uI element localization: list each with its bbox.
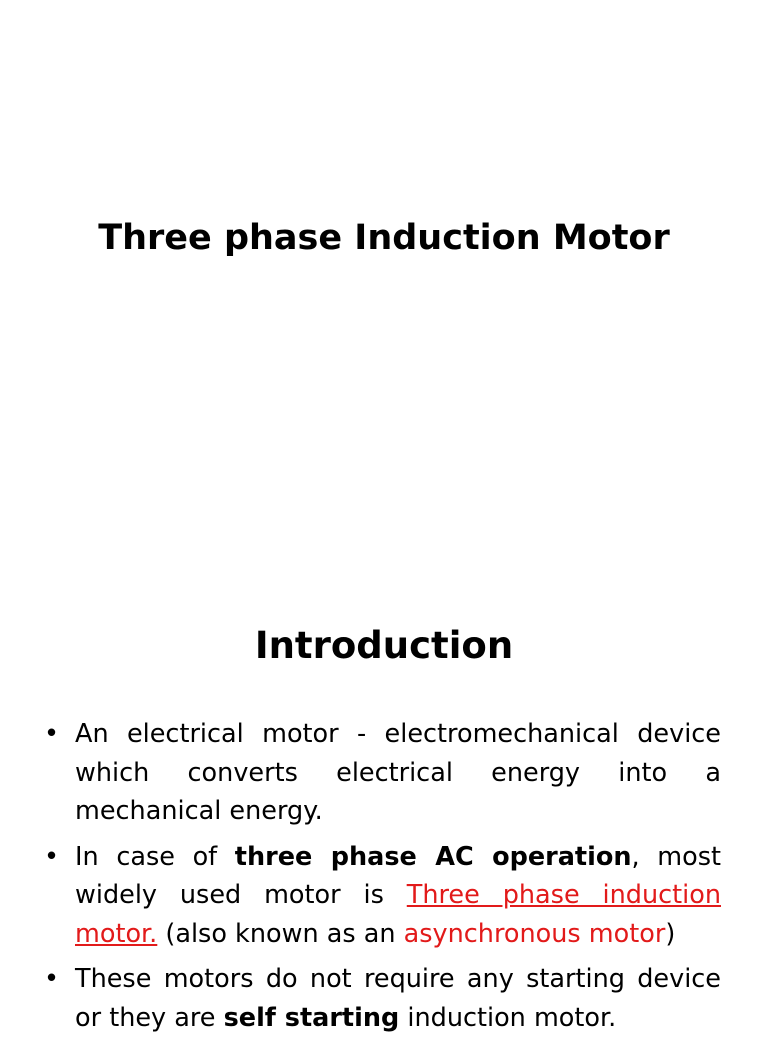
bullet-text-part: These motors do not require any starting device or they are xyxy=(75,964,721,1033)
slide-heading: Introduction xyxy=(254,624,514,667)
highlighted-phrase: asynchronous motor xyxy=(403,918,666,949)
slide-title: Three phase Induction Motor xyxy=(98,218,670,258)
bullet-item xyxy=(44,960,721,1037)
bullet-text xyxy=(75,842,721,949)
bold-phrase: three phase AC operation xyxy=(234,841,632,872)
bold-phrase: self starting xyxy=(223,1002,400,1033)
bullet-marker: • xyxy=(44,841,60,872)
bullet-text-part: In case of xyxy=(75,841,235,872)
bullet-text: An electrical motor - electromechanical device which converts electrical energy into a mechanical energy. xyxy=(75,719,721,826)
bullet-text-part: , most widely used motor is xyxy=(75,841,721,910)
bullet-marker: • xyxy=(44,964,60,994)
bullet-list xyxy=(44,715,721,1044)
bullet-text-part: induction motor. xyxy=(399,1002,617,1033)
bullet-text-part: ) xyxy=(665,918,676,949)
bullet-item xyxy=(44,838,721,954)
hyperlink-three-phase-induction-motor[interactable]: Three phase induction motor. xyxy=(75,880,721,949)
bullet-text xyxy=(75,964,721,1033)
bullet-marker: • xyxy=(44,719,60,749)
slide-introduction xyxy=(0,512,768,1033)
bullet-item xyxy=(44,715,721,831)
slide-title-page xyxy=(0,0,768,512)
bullet-text-part: (also known as an xyxy=(157,918,404,949)
